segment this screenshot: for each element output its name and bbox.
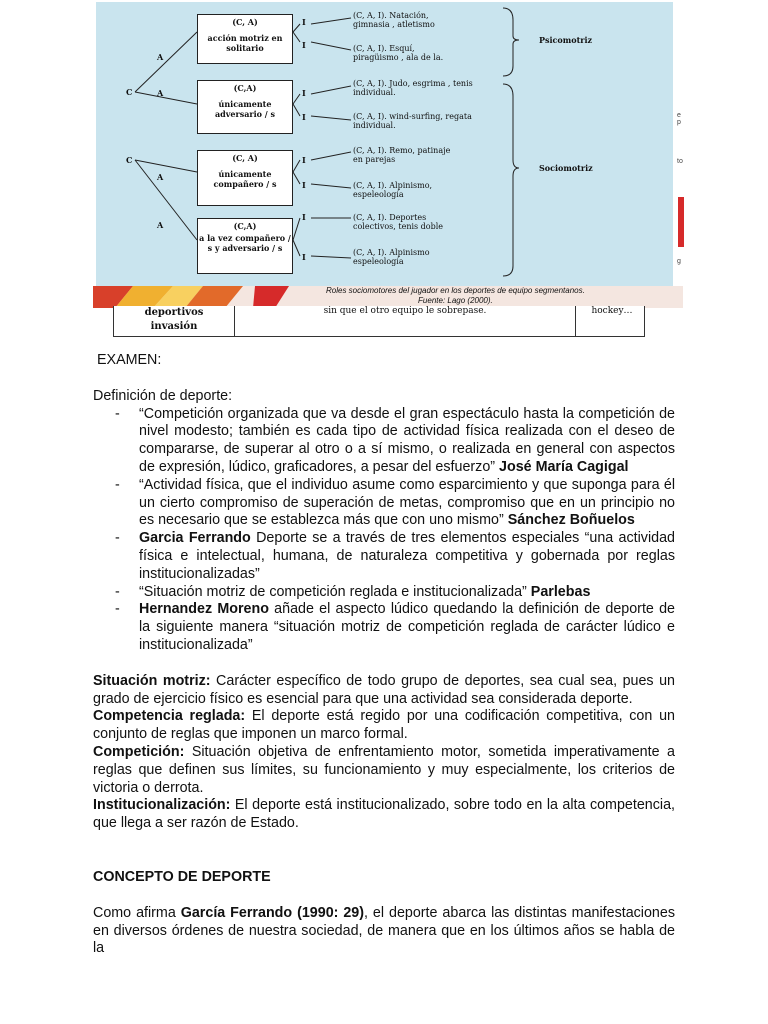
table-cell-category	[114, 306, 235, 336]
list-item	[93, 601, 675, 654]
box-body: únicamente adversario / s	[214, 99, 275, 119]
citation: García Ferrando (1990: 29)	[180, 904, 365, 921]
decorative-red-bar	[678, 197, 684, 247]
document-body	[93, 352, 675, 958]
diagram-box-companero	[197, 150, 293, 206]
table-cell-example: hockey…	[591, 306, 633, 316]
term-situacion-motriz	[93, 673, 675, 709]
caption-line-2: Fuente: Lago (2000).	[418, 296, 493, 305]
leaf-item: (C, A, I). Natación, gimnasia , atletismo	[353, 11, 435, 29]
label-i: I	[302, 155, 306, 165]
label-i: I	[302, 252, 306, 262]
box-head: (C,A)	[233, 83, 257, 93]
leaf-item: (C, A, I). wind-surfing, regata individual.	[353, 112, 472, 130]
term-text: El deporte está institucionalizado, sobre todo en la alta competencia, que llega a ser razón de Estado.	[93, 797, 675, 832]
exam-label: EXAMEN:	[97, 352, 162, 368]
term-label: Situación motriz:	[93, 672, 211, 689]
label-c-bottom: C	[126, 155, 133, 165]
side-fragment: e p	[677, 112, 681, 126]
box-head: (C, A)	[232, 17, 258, 27]
side-fragment: to	[677, 158, 683, 165]
list-item	[93, 406, 675, 477]
para-text: Como afirma	[93, 904, 181, 921]
closing-paragraph	[93, 905, 675, 958]
term-label: Competencia reglada:	[93, 708, 246, 725]
box-head: (C, A)	[232, 153, 258, 163]
section-heading: CONCEPTO DE DEPORTE	[93, 868, 271, 885]
definition-title: Definición de deporte:	[93, 387, 233, 404]
item-text: “Situación motriz de competición reglada e institucionalizada”	[139, 583, 531, 600]
sociomotor-roles-figure	[93, 0, 683, 352]
label-a-4: A	[157, 220, 164, 230]
leaf-item: (C, A, I). Esquí, piragüismo , ala de la.	[353, 44, 444, 62]
label-i: I	[302, 112, 306, 122]
box-body: a la vez compañero / s y adversario / s	[199, 233, 291, 253]
label-i: I	[302, 212, 306, 222]
cell-line: invasión	[150, 321, 198, 332]
cell-line: deportivos	[144, 307, 204, 318]
diagram-box-adversario	[197, 80, 293, 134]
group-sociomotriz: Sociomotriz	[539, 163, 593, 173]
table-cell-description: sin que el otro equipo le sobrepase.	[235, 306, 576, 336]
author-prefix: Garcia Ferrando	[139, 530, 251, 547]
leaf-item: (C, A, I). Alpinismo, espeleología	[353, 181, 433, 199]
list-item	[93, 584, 675, 602]
item-text: añade el aspecto lúdico quedando la definición de deporte de la siguiente manera “situación motriz de competición reglada de carácter lúdico e institucionalizada”	[139, 601, 675, 653]
list-item	[93, 477, 675, 530]
author-name: Sánchez Boñuelos	[507, 512, 635, 529]
term-label: Competición:	[93, 743, 185, 760]
label-i: I	[302, 88, 306, 98]
label-a-3: A	[157, 172, 164, 182]
label-c-top: C	[126, 87, 133, 97]
term-competencia-reglada	[93, 708, 675, 744]
box-head: (C,A)	[233, 221, 257, 231]
spacer	[93, 833, 675, 869]
term-text: El deporte está regido por una codificación competitiva, con un conjunto de reglas que imponen un marco formal.	[93, 708, 675, 743]
item-text: “Competición organizada que va desde el gran espectáculo hasta la competición de nivel modesto; también es cada tipo de actividad física realizada con el deseo de compararse, de superar al otro o a sí mismo, o realizada en general con aspectos de expresión, lúdico, graficadores, a pesar del esfuerzo”	[139, 405, 675, 475]
group-psicomotriz: Psicomotriz	[539, 35, 593, 45]
author-name: Parlebas	[530, 583, 591, 600]
author-name: José María Cagigal	[499, 458, 629, 475]
label-i: I	[302, 17, 306, 27]
figure-table-fragment	[113, 306, 645, 337]
term-text: Carácter específico de todo grupo de deportes, sea cual sea, pues un grado de ejercicio físico es esencial para que una actividad sea considerada deporte.	[93, 672, 676, 707]
list-item	[93, 530, 675, 583]
spacer	[93, 887, 675, 905]
label-i: I	[302, 40, 306, 50]
caption-line-1: Roles sociomotores del jugador en los deportes de equipo segmentanos.	[326, 286, 585, 295]
leaf-item: (C, A, I). Alpinismo espeleología	[353, 248, 430, 266]
para-text: , el deporte abarca las distintas manifestaciones en diversos órdenes de nuestra sociedad, de manera que en los últimos años se habla de la	[93, 904, 675, 957]
term-institucionalizacion	[93, 797, 675, 833]
item-text: “Actividad física, que el individuo asume como esparcimiento y que suponga para él un cierto compromiso de superación de metas, compromiso que en un principio no es necesario que se establezca más que con uno mismo”	[139, 476, 675, 529]
diagram-box-solitario	[197, 14, 293, 64]
label-a-2: A	[157, 88, 164, 98]
item-text: Deporte se a través de tres elementos especiales “una actividad física e intelectual, humana, de naturaleza competitiva y gobernada por reglas institucionalizadas”	[139, 530, 675, 582]
label-a-1: A	[157, 52, 164, 62]
leaf-item: (C, A, I). Deportes colectivos, tenis doble	[353, 213, 444, 231]
side-fragment: g	[677, 258, 681, 265]
term-text: Situación objetiva de enfrentamiento motor, sometida imperativamente a reglas que definen sus límites, su funcionamiento y muy especialmente, los criterios de victoria o derrota.	[93, 743, 675, 796]
spacer	[93, 655, 675, 673]
box-body: acción motriz en solitario	[207, 33, 283, 53]
leaf-item: (C, A, I). Remo, patinaje en parejas	[353, 146, 451, 164]
box-body: únicamente compañero / s	[213, 169, 277, 189]
term-competicion	[93, 744, 675, 797]
figure-caption	[326, 286, 585, 306]
label-i: I	[302, 180, 306, 190]
diagram-box-companero-adversario	[197, 218, 293, 274]
leaf-item: (C, A, I). Judo, esgrima , tenis individual.	[353, 79, 473, 97]
definition-list	[93, 406, 675, 655]
author-prefix: Hernandez Moreno	[139, 601, 269, 618]
term-label: Institucionalización:	[93, 797, 231, 814]
